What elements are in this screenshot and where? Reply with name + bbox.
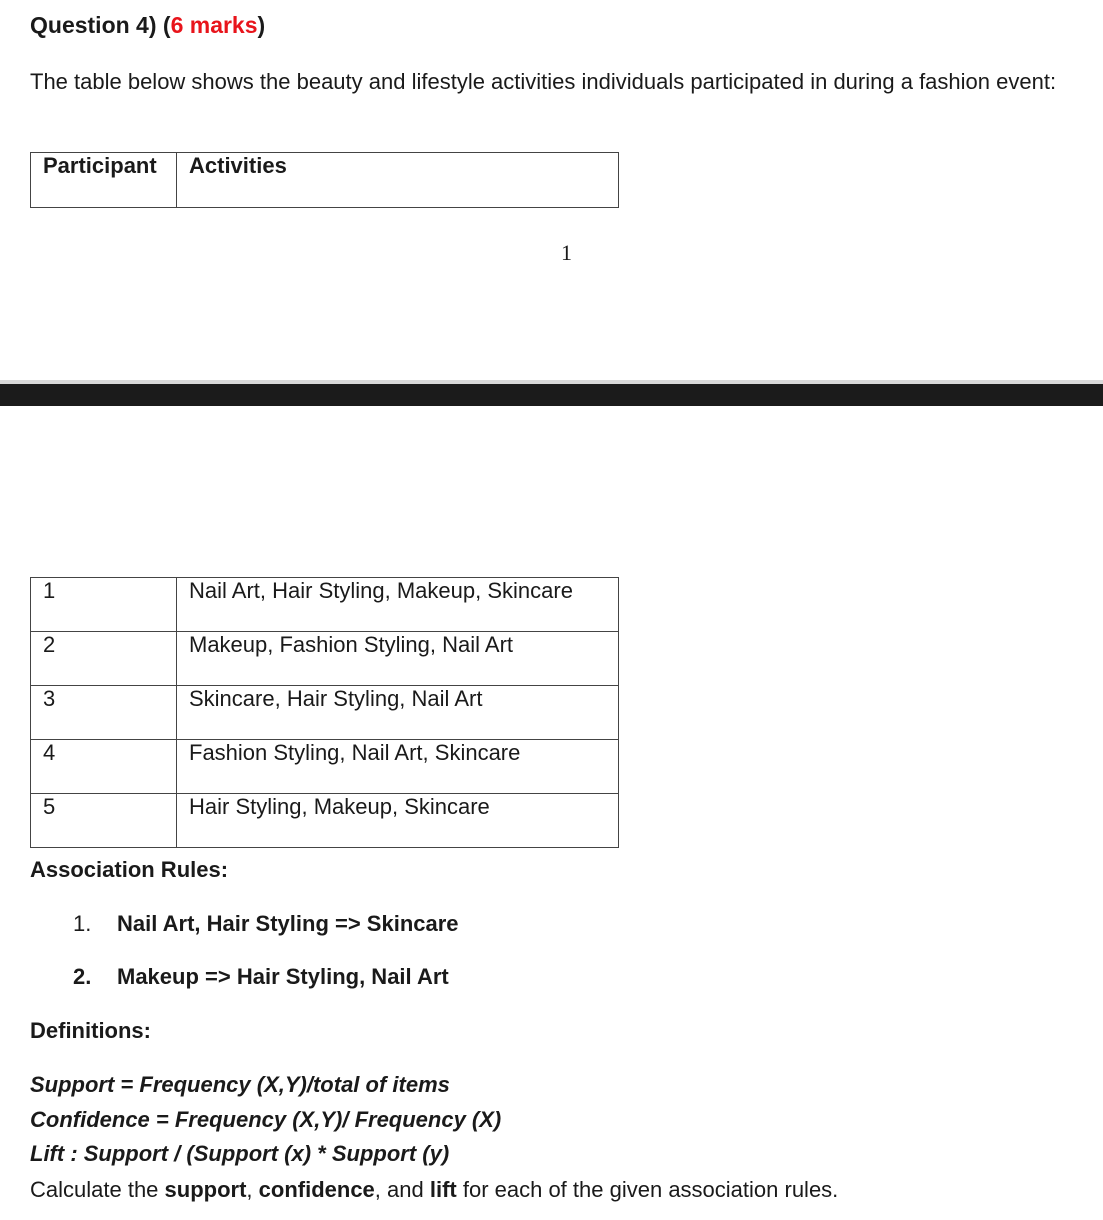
- rule-item: [73, 911, 459, 937]
- task-text: , and: [374, 1177, 430, 1202]
- rule-number: 2.: [73, 964, 92, 989]
- marks-label: 6 marks: [170, 12, 258, 38]
- task-instruction: [30, 1177, 838, 1203]
- rule-number: 1.: [73, 911, 92, 936]
- activities-table-body: [30, 577, 619, 848]
- participant-cell: 5: [31, 794, 177, 848]
- activities-table-header: [30, 152, 619, 208]
- definition-support: Support = Frequency (X,Y)/total of items: [30, 1072, 450, 1097]
- activities-cell: Nail Art, Hair Styling, Makeup, Skincare: [177, 578, 619, 632]
- question-title-suffix: ): [257, 12, 266, 38]
- task-keyword-lift: lift: [429, 1177, 457, 1202]
- definitions-heading: Definitions:: [30, 1018, 151, 1043]
- table-header-row: [31, 153, 619, 208]
- activities-cell: Makeup, Fashion Styling, Nail Art: [177, 632, 619, 686]
- column-header-activities: Activities: [177, 153, 619, 208]
- activities-cell: Hair Styling, Makeup, Skincare: [177, 794, 619, 848]
- activities-cell: Fashion Styling, Nail Art, Skincare: [177, 740, 619, 794]
- participant-cell: 1: [31, 578, 177, 632]
- task-text: Calculate the: [30, 1177, 165, 1202]
- column-header-participant: Participant: [31, 153, 177, 208]
- intro-text: The table below shows the beauty and lifestyle activities individuals participated in during a fashion event:: [30, 69, 1057, 94]
- association-rules-heading: Association Rules:: [30, 857, 229, 882]
- definition-confidence: Confidence = Frequency (X,Y)/ Frequency (X): [30, 1107, 502, 1132]
- table-row: [31, 578, 619, 632]
- rule-item: [73, 964, 449, 990]
- table-row: [31, 632, 619, 686]
- task-text: for each of the given association rules.: [456, 1177, 839, 1202]
- task-keyword-confidence: confidence: [258, 1177, 375, 1202]
- page-break-divider: [0, 384, 1103, 406]
- rule-text: Makeup => Hair Styling, Nail Art: [117, 964, 449, 989]
- definition-lift: Lift : Support / (Support (x) * Support (y): [30, 1141, 450, 1166]
- participant-cell: 3: [31, 686, 177, 740]
- page-number: 1: [561, 240, 572, 265]
- question-title: [30, 12, 265, 39]
- question-title-prefix: Question 4) (: [30, 12, 171, 38]
- table-row: [31, 794, 619, 848]
- task-text: ,: [246, 1177, 259, 1202]
- activities-cell: Skincare, Hair Styling, Nail Art: [177, 686, 619, 740]
- participant-cell: 4: [31, 740, 177, 794]
- participant-cell: 2: [31, 632, 177, 686]
- table-row: [31, 686, 619, 740]
- table-row: [31, 740, 619, 794]
- rule-text: Nail Art, Hair Styling => Skincare: [117, 911, 459, 936]
- task-keyword-support: support: [164, 1177, 247, 1202]
